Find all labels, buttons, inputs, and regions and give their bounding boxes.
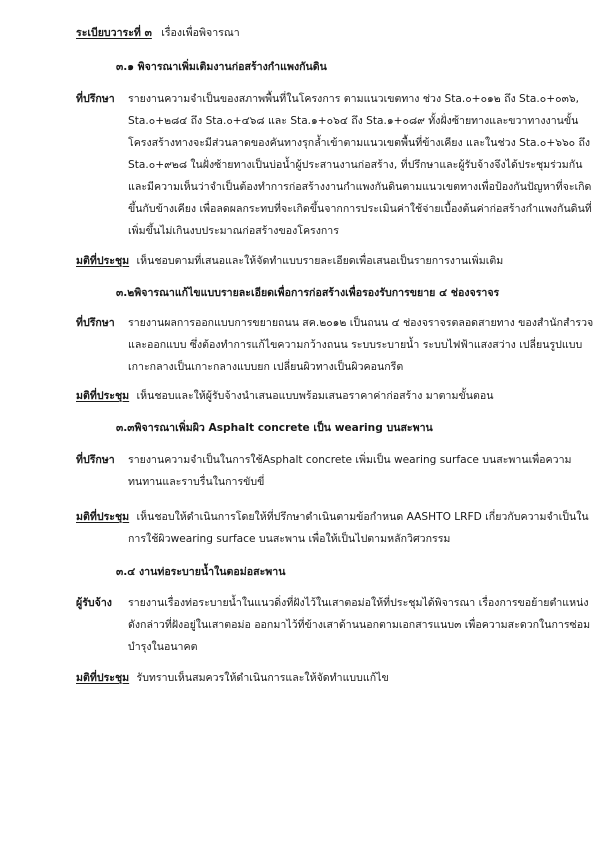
section-3-3-heading: ๓.๓พิจารณาเพิ่มผิว Asphalt concrete เป็น wearing บนสะพาน: [116, 422, 433, 434]
section-3-3-resolution-line-1: เห็นชอบให้ดำเนินการโดยให้ที่ปรึกษาดำเนินตามข้อกำหนด AASHTO LRFD เกี่ยวกับความจำเป็นใน: [136, 511, 589, 523]
section-3-3-consultant-label: ที่ปรึกษา: [76, 454, 115, 466]
section-3-1-consultant-line-7: เพิ่มขึ้นไม่เกินงบประมาณก่อสร้างของโครงการ: [128, 225, 339, 237]
section-3-3-consultant-line-2: ทนทานและราบรื่นในการขับขี่: [128, 476, 265, 488]
section-3-4-resolution: [76, 668, 389, 689]
section-3-4-contractor-line-2: ดังกล่าวที่ฝังอยู่ในเสาตอม่อ ออกมาไว้ที่ข้างเสาด้านนอกตามเอกสารแนบ๓ เพื่อความสะดวกในการซ่อม: [128, 619, 591, 631]
section-3-1-heading: ๓.๑ พิจารณาเพิ่มเติมงานก่อสร้างกำแพงกันดิน: [116, 61, 327, 73]
section-3-2-consultant-line-1: รายงานผลการออกแบบการขยายถนน สค.๒๐๑๒ เป็นถนน ๔ ช่องจราจรตลอดสายทาง ของสำนักสำรวจ: [128, 317, 594, 329]
section-3-1-consultant-line-2: Sta.๐+๒๘๔ ถึง Sta.๐+๔๖๘ และ Sta.๑+๐๖๔ ถึง Sta.๑+๐๘๙ ทั้งฝั่งซ้ายทางและขวาทางงานขั้น: [128, 115, 579, 127]
section-3-4-heading: ๓.๔ งานท่อระบายน้ำในตอม่อสะพาน: [116, 566, 286, 578]
section-3-1-consultant-line-4: Sta.๐+๙๒๘ ในฝั่งซ้ายทางเป็นบ่อน้ำผู้ประสานงานก่อสร้าง, ที่ปรึกษาและผู้รับจ้างจึงได้ประชุมร่วมกัน: [128, 159, 583, 171]
section-3-4-resolution-label: มติที่ประชุม: [76, 672, 130, 684]
section-3-1-consultant-line-6: ขึ้นกับข้างเคียง เพื่อลดผลกระทบที่จะเกิดขึ้นจากการประเมินค่าใช้จ่ายเบื้องต้นค่าก่อสร้างกำแพงกันดินที่: [128, 203, 592, 215]
section-3-3-resolution-line-2: การใช้ผิวwearing surface บนสะพาน เพื่อให้เป็นไปตามหลักวิศวกรรม: [128, 533, 451, 545]
section-3-1-resolution-text: เห็นชอบตามที่เสนอและให้จัดทำแบบรายละเอียดเพื่อเสนอเป็นรายการงานเพิ่มเติม: [136, 255, 504, 267]
section-3-2-consultant-line-3: เกาะกลางเป็นเกาะกลางแบบยก เปลี่ยนผิวทางเป็นผิวคอนกรีต: [128, 361, 404, 373]
section-3-1-consultant-line-1: รายงานความจำเป็นของสภาพพื้นที่ในโครงการ ตามแนวเขตทาง ช่วง Sta.๐+๐๑๒ ถึง Sta.๐+๐๓๖,: [128, 93, 579, 105]
section-3-4-contractor-line-3: บำรุงในอนาคต: [128, 641, 198, 653]
section-3-2-heading: ๓.๒พิจารณาแก้ไขแบบรายละเอียดเพื่อการก่อสร้างเพื่อรองรับการขยาย ๔ ช่องจราจร: [116, 287, 500, 299]
section-3-2-consultant-line-2: และออกแบบ ซึ่งต้องทำการแก้ไขความกว้างถนน ระบบระบายน้ำ ระบบไฟฟ้าแสงสว่าง เปลี่ยนรูปแบบ: [128, 339, 583, 351]
section-3-1-resolution-label: มติที่ประชุม: [76, 255, 130, 267]
section-3-1-consultant-label: ที่ปรึกษา: [76, 93, 115, 105]
section-3-2-resolution-label: มติที่ประชุม: [76, 390, 130, 402]
section-3-1-consultant-line-3: โครงสร้างทางจะมีส่วนลาดของคันทางรุกล้ำเข้าตามแนวเขตพื้นที่ข้างเคียง และในช่วง Sta.๐+๖๖๐ ถึง: [128, 137, 591, 149]
section-3-4-contractor-label: ผู้รับจ้าง: [76, 597, 112, 609]
agenda-label: ระเบียบวาระที่ ๓: [76, 27, 152, 39]
section-3-2-resolution: [76, 386, 493, 407]
section-3-3-resolution-label: มติที่ประชุม: [76, 511, 130, 523]
section-3-3-consultant-line-1: รายงานความจำเป็นในการใช้Asphalt concrete เพิ่มเป็น wearing surface บนสะพานเพื่อความ: [128, 454, 572, 466]
section-3-1-resolution: [76, 251, 503, 272]
section-3-4-contractor-line-1: รายงานเรื่องท่อระบายน้ำในแนวดิ่งที่ฝังไว้ในเสาตอม่อให้ที่ประชุมได้พิจารณา เรื่องการขอย้ายตำแหน่ง: [128, 597, 589, 609]
agenda-title: เรื่องเพื่อพิจารณา: [161, 27, 240, 39]
section-3-3-resolution: [76, 507, 589, 528]
section-3-2-resolution-text: เห็นชอบและให้ผู้รับจ้างนำเสนอแบบพร้อมเสนอราคาค่าก่อสร้าง มาตามขั้นตอน: [136, 390, 494, 402]
section-3-1-consultant-line-5: และมีความเห็นว่าจำเป็นต้องทำการก่อสร้างงานกำแพงกันดินตามแนวเขตทางเพื่อป้องกันปัญหาที่จะเกิด: [128, 181, 592, 193]
agenda-header: [76, 23, 240, 44]
section-3-2-consultant-label: ที่ปรึกษา: [76, 317, 115, 329]
section-3-4-resolution-text: รับทราบเห็นสมควรให้ดำเนินการและให้จัดทำแบบแก้ไข: [136, 672, 389, 684]
